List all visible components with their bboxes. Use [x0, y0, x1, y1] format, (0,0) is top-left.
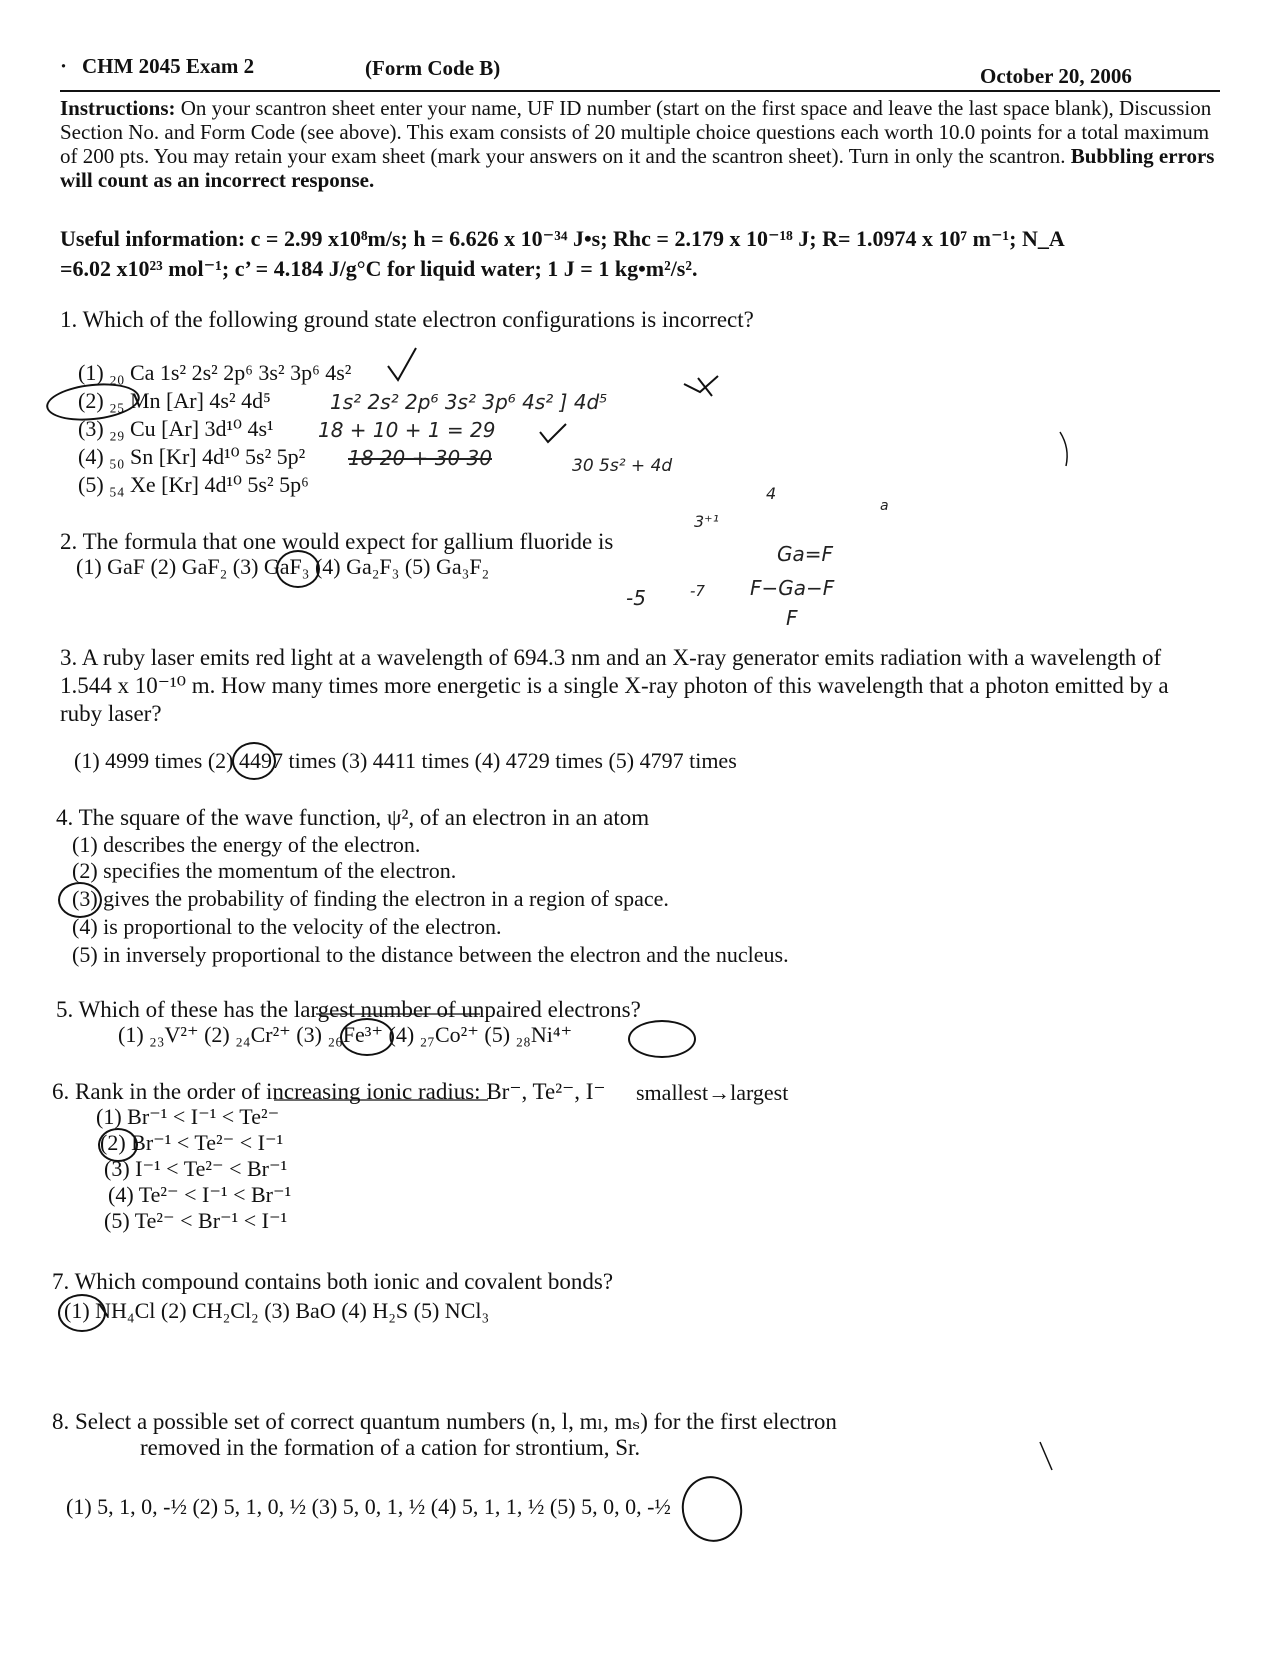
instructions-text: On your scantron sheet enter your name, UF ID number (start on the first space and leave the last space blank), Discussion Section No. and Form Code (see above). This exam consists of 20 multiple choice questions each worth 10.0 points for a total maximum of 200 pts. You may retain your exam sheet (mark your answers on it and the scantron sheet). Turn in only the scantron. [60, 96, 1212, 168]
question-8-stem-2: removed in the formation of a cation for strontium, Sr. [140, 1435, 641, 1460]
q7-options: (1) NH₄Cl (2) CH₂Cl₂ (3) BaO (4) H₂S (5) NCl₃ [64, 1298, 490, 1323]
q6-option-5: (5) Te²⁻ < Br⁻¹ < I⁻¹ [104, 1208, 288, 1233]
q1-cu-check-mark [540, 424, 566, 442]
margin-stroke [1040, 1442, 1052, 1470]
q2-neg7: -7 [690, 582, 705, 600]
form-code: (Form Code B) [365, 56, 501, 80]
q8-options: (1) 5, 1, 0, -½ (2) 5, 1, 0, ½ (3) 5, 0, 1, ½ (4) 5, 1, 1, ½ (5) 5, 0, 0, -½ [66, 1494, 671, 1519]
q6-option-2: (2) Br⁻¹ < Te²⁻ < I⁻¹ [100, 1130, 284, 1155]
q6-option-3: (3) I⁻¹ < Te²⁻ < Br⁻¹ [104, 1156, 288, 1181]
q1-option-2: (2) ₂₅ Mn [Ar] 4s² 4d⁵ [78, 388, 271, 413]
q2-lewis-mid: F−Ga−F [750, 576, 835, 600]
question-6-stem: 6. Rank in the order of increasing ionic radius: Br⁻, Te²⁻, I⁻ [52, 1079, 606, 1104]
q4-option-2: (2) specifies the momentum of the electron. [72, 858, 457, 883]
q1-check-mark [388, 348, 416, 380]
q6-option-4: (4) Te²⁻ < I⁻¹ < Br⁻¹ [108, 1182, 292, 1207]
q2-lewis-bottom: F [786, 606, 798, 630]
useful-info-line1: Useful information: c = 2.99 x10⁸m/s; h = 6.626 x 10⁻³⁴ J•s; Rhc = 2.179 x 10⁻¹⁸ J; R= 1.0974 x 10⁷ m⁻¹; N_A [60, 226, 1065, 251]
q6-note: smallest→largest [636, 1080, 789, 1105]
q2-options: (1) GaF (2) GaF₂ (3) GaF₃ (4) Ga₂F₃ (5) Ga₃F₂ [76, 554, 490, 579]
q3-options: (1) 4999 times (2) 4497 times (3) 4411 times (4) 4729 times (5) 4797 times [74, 748, 737, 773]
question-3-stem: 3. A ruby laser emits red light at a wavelength of 694.3 nm and an X-ray generator emits radiation with a wavelength of 1.544 x 10⁻¹⁰ m. How many times more energetic is a single X-ray photon of this wavelength that a photon emitted by a ruby laser? [60, 645, 1169, 726]
q1-option-5: (5) ₅₄ Xe [Kr] 4d¹⁰ 5s² 5p⁶ [78, 472, 309, 497]
q4-option-4: (4) is proportional to the velocity of the electron. [72, 914, 502, 939]
margin-scribble [1060, 432, 1067, 466]
q4-option-1: (1) describes the energy of the electron. [72, 832, 421, 857]
q1-cross-mark [684, 376, 718, 396]
q1-sn-note: 30 5s² + 4d [572, 456, 673, 476]
q4-option-5: (5) in inversely proportional to the distance between the electron and the nucleus. [72, 942, 789, 967]
q1-mn-work: 1s² 2s² 2p⁶ 3s² 3p⁶ 4s² ] 4d⁵ [330, 390, 608, 414]
q1-option-4: (4) ₅₀ Sn [Kr] 4d¹⁰ 5s² 5p² [78, 444, 306, 469]
q4-option-3: (3) gives the probability of finding the electron in a region of space. [72, 886, 669, 911]
question-8-stem-1: 8. Select a possible set of correct quantum numbers (n, l, mₗ, mₛ) for the first electron [52, 1409, 837, 1434]
q2-neg5: -5 [626, 586, 646, 610]
question-4-stem: 4. The square of the wave function, ψ², of an electron in an atom [56, 805, 650, 830]
course-title: CHM 2045 Exam 2 [82, 54, 255, 78]
question-1-stem: 1. Which of the following ground state electron configurations is incorrect? [60, 307, 754, 332]
question-5-stem: 5. Which of these has the largest number of unpaired electrons? [56, 997, 641, 1022]
q5-options: (1) ₂₃V²⁺ (2) ₂₄Cr²⁺ (3) ₂₆Fe³⁺ (4) ₂₇Co²⁺ (5) ₂₈Ni⁴⁺ [118, 1022, 573, 1047]
q1-option-3: (3) ₂₉ Cu [Ar] 3d¹⁰ 4s¹ [78, 416, 274, 441]
q1-cu-work: 18 + 10 + 1 = 29 [318, 418, 496, 442]
q2-lewis-top: Ga=F [777, 542, 834, 566]
question-2-stem: 2. The formula that one would expect for gallium fluoride is [60, 529, 614, 554]
q2-num-a: a [880, 498, 889, 514]
q6-option-1: (1) Br⁻¹ < I⁻¹ < Te²⁻ [96, 1104, 280, 1129]
instructions-warning: Bubbling errors will count as an incorrect response. [60, 144, 1215, 192]
q1-option-1: (1) ₂₀ Ca 1s² 2s² 2p⁶ 3s² 3p⁶ 4s² [78, 360, 352, 385]
question-7-stem: 7. Which compound contains both ionic and covalent bonds? [52, 1269, 614, 1294]
useful-info-line2: =6.02 x10²³ mol⁻¹; c’ = 4.184 J/g°C for liquid water; 1 J = 1 kg•m²/s². [60, 256, 698, 281]
q2-charges: 3⁺¹ [694, 512, 720, 531]
exam-date: October 20, 2006 [980, 64, 1132, 88]
instructions-label: Instructions: [60, 96, 176, 120]
bullet-mark: · [60, 54, 68, 78]
q1-sn-work: 18 20 + 30 30 [348, 446, 492, 470]
q2-num4: 4 [766, 484, 777, 503]
